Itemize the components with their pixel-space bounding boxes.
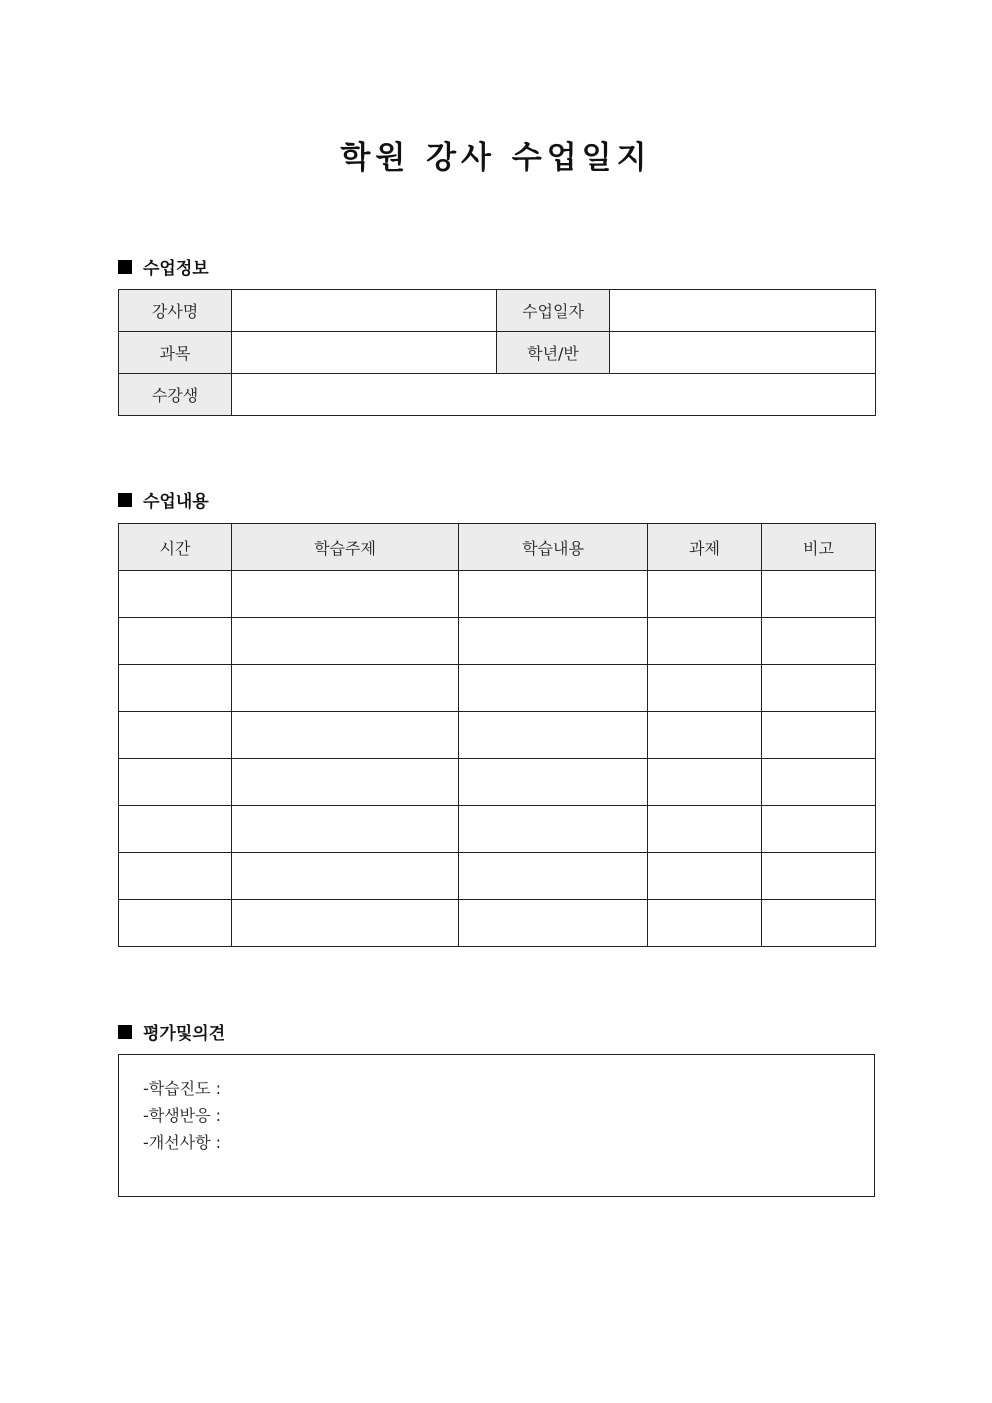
content-cell[interactable] bbox=[459, 853, 648, 900]
time-cell[interactable] bbox=[119, 853, 232, 900]
column-header-content: 학습내용 bbox=[459, 524, 648, 571]
homework-cell[interactable] bbox=[648, 806, 762, 853]
topic-cell[interactable] bbox=[232, 759, 459, 806]
column-header-time: 시간 bbox=[119, 524, 232, 571]
notes-cell[interactable] bbox=[762, 900, 876, 947]
section-heading-info-label: 수업정보 bbox=[143, 259, 209, 279]
grade-class-label: 학년/반 bbox=[497, 332, 610, 374]
time-cell[interactable] bbox=[119, 571, 232, 618]
content-cell[interactable] bbox=[459, 900, 648, 947]
class-content-table bbox=[118, 523, 876, 947]
topic-cell[interactable] bbox=[232, 665, 459, 712]
homework-cell[interactable] bbox=[648, 853, 762, 900]
notes-cell[interactable] bbox=[762, 665, 876, 712]
instructor-field[interactable] bbox=[232, 290, 497, 332]
time-cell[interactable] bbox=[119, 806, 232, 853]
student-response-line: -학생반응 : bbox=[143, 1106, 222, 1125]
progress-line: -학습진도 : bbox=[143, 1079, 222, 1098]
topic-cell[interactable] bbox=[232, 853, 459, 900]
notes-cell[interactable] bbox=[762, 618, 876, 665]
homework-cell[interactable] bbox=[648, 759, 762, 806]
table-row bbox=[119, 712, 876, 759]
content-cell[interactable] bbox=[459, 618, 648, 665]
class-date-field[interactable] bbox=[610, 290, 876, 332]
topic-cell[interactable] bbox=[232, 900, 459, 947]
instructor-label: 강사명 bbox=[119, 290, 232, 332]
subject-label: 과목 bbox=[119, 332, 232, 374]
square-bullet-icon bbox=[118, 493, 132, 507]
evaluation-box[interactable] bbox=[118, 1054, 875, 1197]
page-title: 학원 강사 수업일지 bbox=[340, 140, 652, 176]
section-heading-evaluation-label: 평가및의견 bbox=[143, 1024, 226, 1044]
notes-cell[interactable] bbox=[762, 571, 876, 618]
table-header-row bbox=[119, 524, 876, 571]
students-field[interactable] bbox=[232, 374, 876, 416]
class-date-label: 수업일자 bbox=[497, 290, 610, 332]
improvements-line: -개선사항 : bbox=[143, 1133, 222, 1152]
notes-cell[interactable] bbox=[762, 759, 876, 806]
homework-cell[interactable] bbox=[648, 712, 762, 759]
table-row bbox=[119, 900, 876, 947]
square-bullet-icon bbox=[118, 260, 132, 274]
time-cell[interactable] bbox=[119, 759, 232, 806]
homework-cell[interactable] bbox=[648, 618, 762, 665]
time-cell[interactable] bbox=[119, 665, 232, 712]
topic-cell[interactable] bbox=[232, 571, 459, 618]
table-row bbox=[119, 618, 876, 665]
table-row bbox=[119, 332, 876, 374]
table-row bbox=[119, 374, 876, 416]
table-row bbox=[119, 853, 876, 900]
content-cell[interactable] bbox=[459, 759, 648, 806]
column-header-notes: 비고 bbox=[762, 524, 876, 571]
content-cell[interactable] bbox=[459, 665, 648, 712]
notes-cell[interactable] bbox=[762, 853, 876, 900]
table-row bbox=[119, 665, 876, 712]
subject-field[interactable] bbox=[232, 332, 497, 374]
section-heading-content bbox=[118, 487, 209, 512]
square-bullet-icon bbox=[118, 1025, 132, 1039]
content-cell[interactable] bbox=[459, 571, 648, 618]
topic-cell[interactable] bbox=[232, 712, 459, 759]
content-cell[interactable] bbox=[459, 806, 648, 853]
time-cell[interactable] bbox=[119, 900, 232, 947]
column-header-homework: 과제 bbox=[648, 524, 762, 571]
table-row bbox=[119, 806, 876, 853]
grade-class-field[interactable] bbox=[610, 332, 876, 374]
section-heading-evaluation bbox=[118, 1019, 225, 1044]
homework-cell[interactable] bbox=[648, 665, 762, 712]
table-row bbox=[119, 571, 876, 618]
homework-cell[interactable] bbox=[648, 571, 762, 618]
section-heading-info bbox=[118, 254, 209, 279]
table-row bbox=[119, 290, 876, 332]
class-info-table bbox=[118, 289, 876, 416]
students-label: 수강생 bbox=[119, 374, 232, 416]
time-cell[interactable] bbox=[119, 618, 232, 665]
topic-cell[interactable] bbox=[232, 806, 459, 853]
topic-cell[interactable] bbox=[232, 618, 459, 665]
notes-cell[interactable] bbox=[762, 806, 876, 853]
column-header-topic: 학습주제 bbox=[232, 524, 459, 571]
section-heading-content-label: 수업내용 bbox=[143, 492, 209, 512]
table-row bbox=[119, 759, 876, 806]
homework-cell[interactable] bbox=[648, 900, 762, 947]
content-cell[interactable] bbox=[459, 712, 648, 759]
time-cell[interactable] bbox=[119, 712, 232, 759]
notes-cell[interactable] bbox=[762, 712, 876, 759]
